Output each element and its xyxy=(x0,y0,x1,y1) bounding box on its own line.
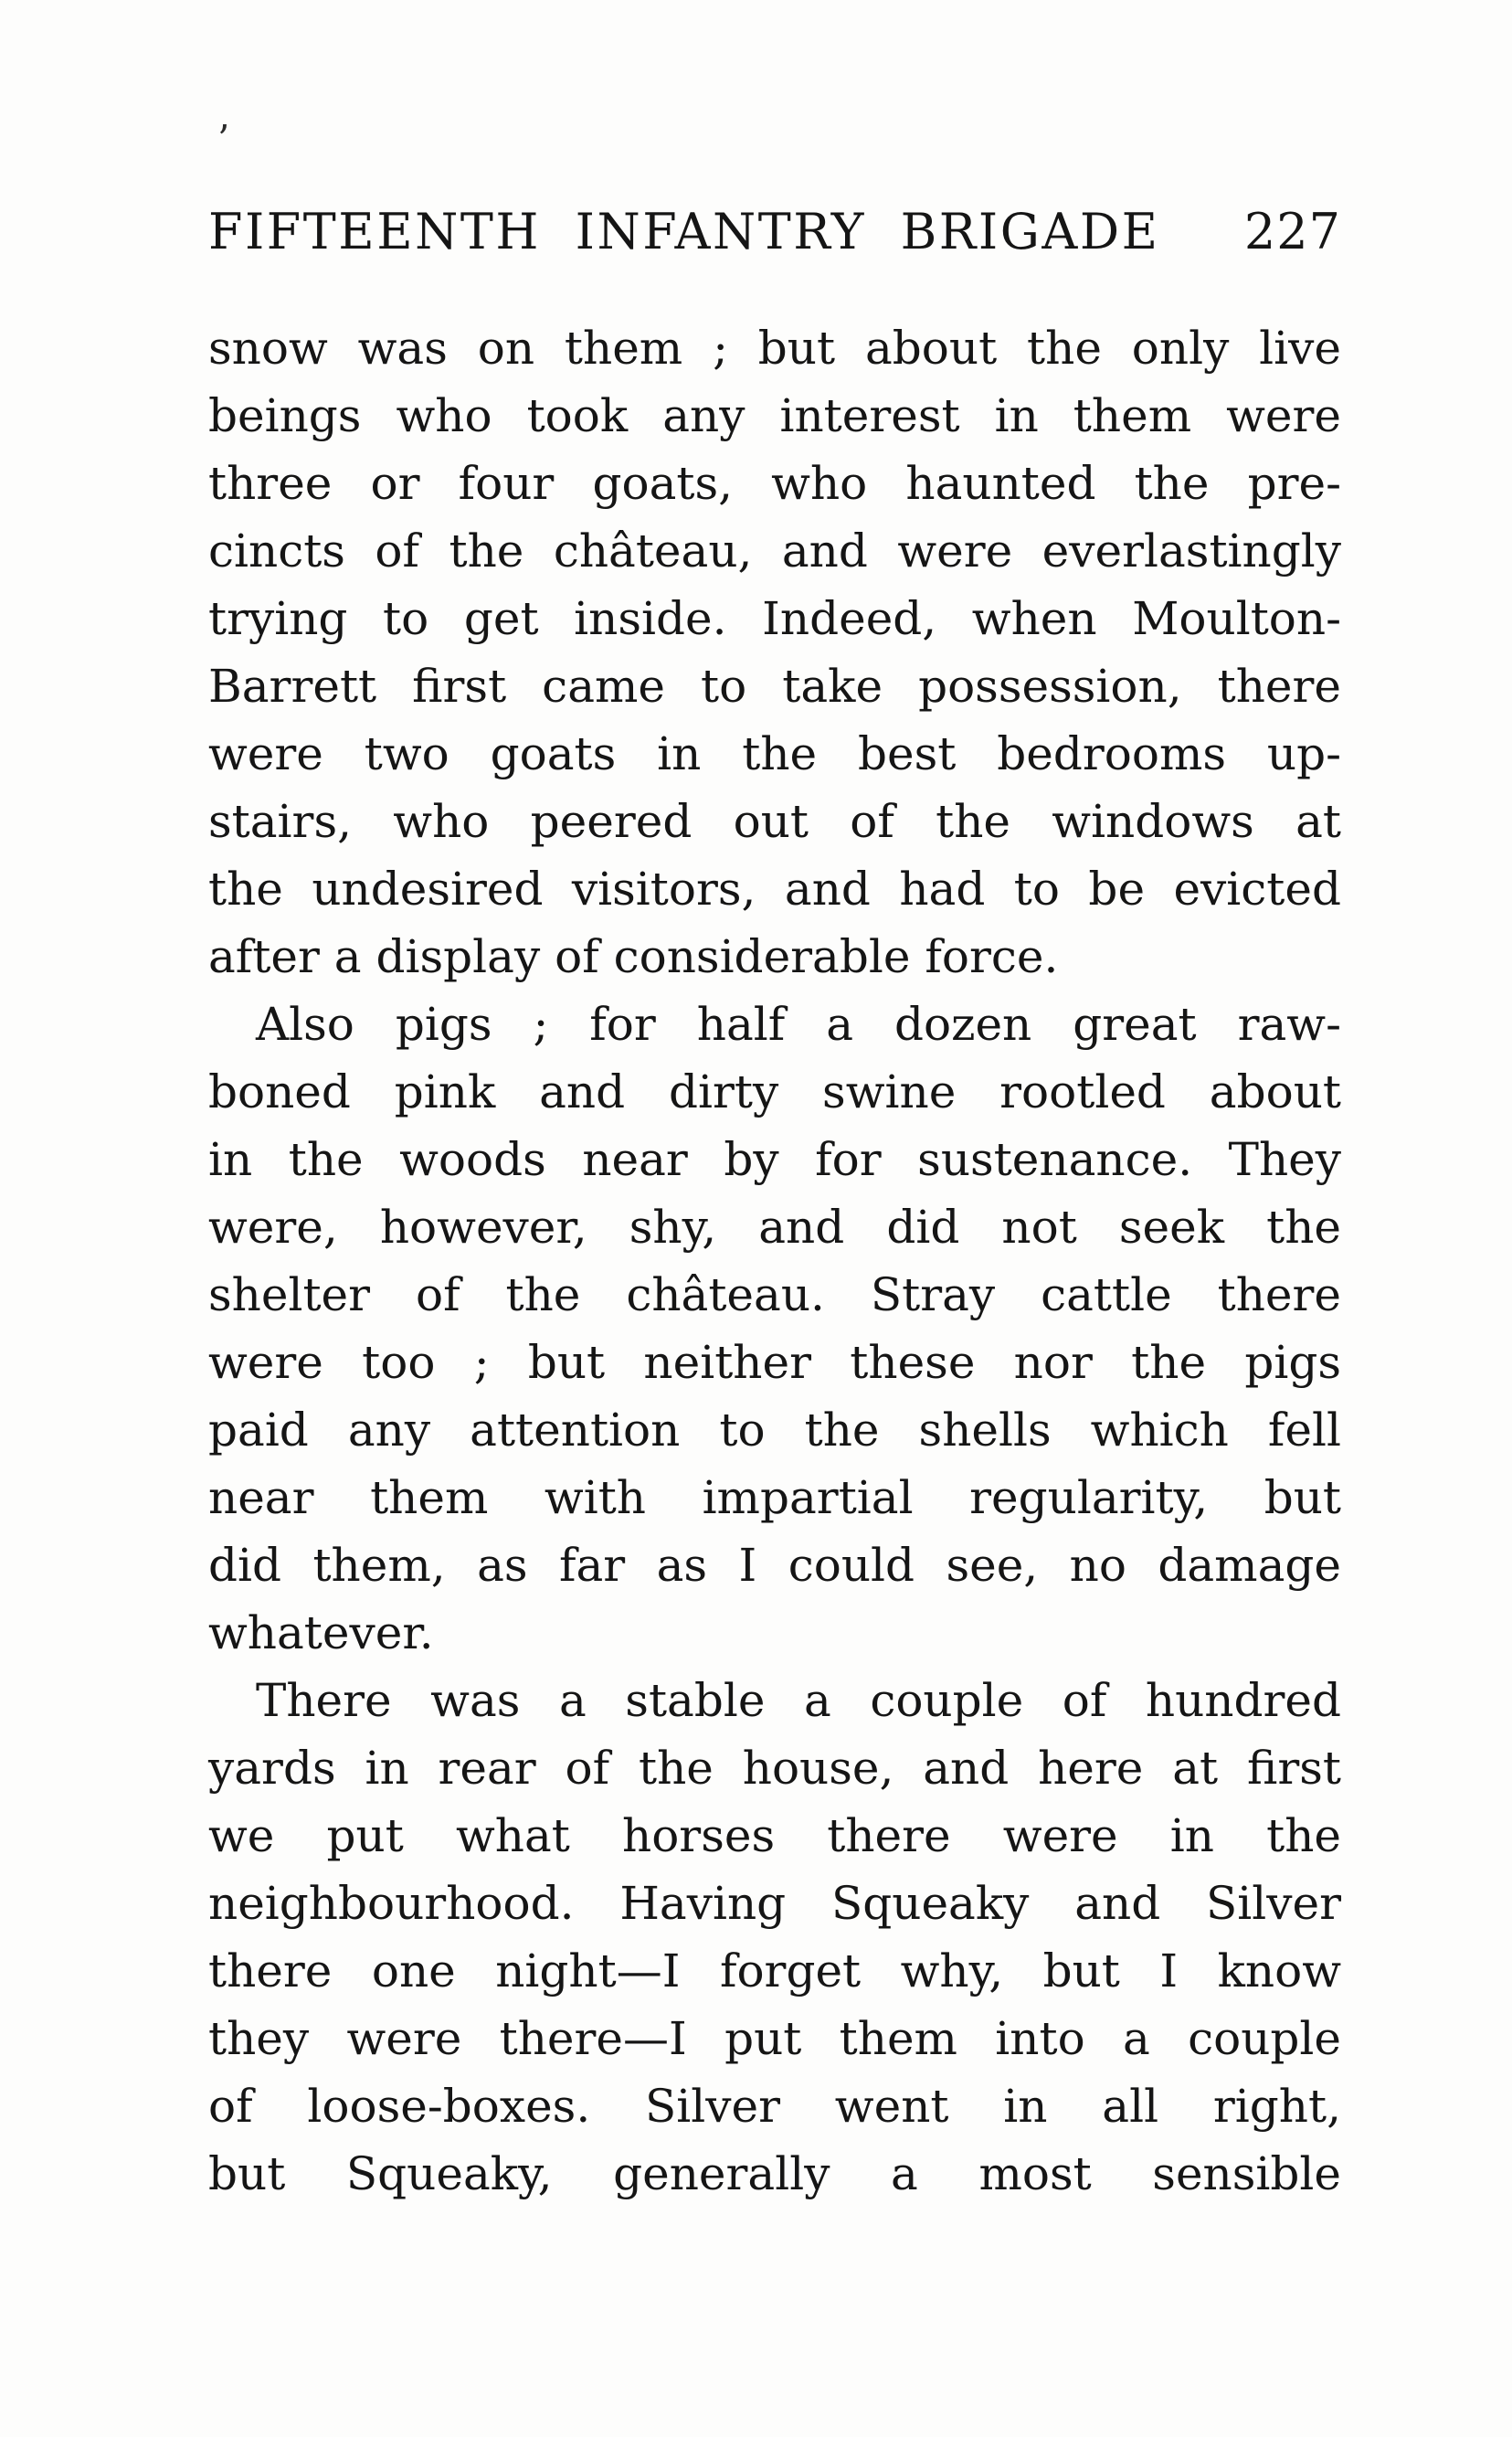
text-line: Barrett first came to take possession, there xyxy=(208,660,1341,713)
text-line: they were there—I put them into a couple xyxy=(208,2012,1341,2065)
text-line: were too ; but neither these nor the pigs xyxy=(208,1336,1341,1389)
text-line: trying to get inside. Indeed, when Moulton- xyxy=(208,592,1341,645)
scan-artifact-mark: ’ xyxy=(217,117,230,162)
text-line: beings who took any interest in them were xyxy=(208,389,1341,442)
page-number: 227 xyxy=(1243,203,1341,260)
text-line: neighbourhood. Having Squeaky and Silver xyxy=(208,1877,1341,1930)
text-line: paid any attention to the shells which fell xyxy=(208,1404,1341,1457)
text-line: stairs, who peered out of the windows at xyxy=(208,795,1341,848)
text-line: There was a stable a couple of hundred xyxy=(256,1674,1341,1727)
text-line: were two goats in the best bedrooms up- xyxy=(208,727,1341,780)
running-header-title: FIFTEENTH INFANTRY BRIGADE xyxy=(208,203,1160,260)
text-line: we put what horses there were in the xyxy=(208,1809,1341,1862)
text-line: cincts of the château, and were everlastingly xyxy=(208,524,1341,577)
text-line: the undesired visitors, and had to be evicted xyxy=(208,863,1341,916)
text-line: boned pink and dirty swine rootled about xyxy=(208,1065,1341,1118)
text-line: snow was on them ; but about the only live xyxy=(208,322,1341,375)
text-line: after a display of considerable force. xyxy=(208,930,1059,983)
text-line: there one night—I forget why, but I know xyxy=(208,1944,1341,1997)
text-line: three or four goats, who haunted the pre- xyxy=(208,457,1341,510)
text-line: yards in rear of the house, and here at first xyxy=(208,1742,1341,1795)
text-line: whatever. xyxy=(208,1606,434,1659)
running-header xyxy=(208,203,1341,260)
text-line: Also pigs ; for half a dozen great raw- xyxy=(256,998,1341,1051)
paragraph-1 xyxy=(208,314,1341,991)
text-line: shelter of the château. Stray cattle there xyxy=(208,1268,1341,1321)
text-line: near them with impartial regularity, but xyxy=(208,1471,1341,1524)
paragraph-3 xyxy=(208,1667,1341,2208)
text-line: but Squeaky, generally a most sensible xyxy=(208,2147,1341,2200)
text-line: of loose-boxes. Silver went in all right, xyxy=(208,2080,1341,2133)
paragraph-2 xyxy=(208,991,1341,1667)
body-text xyxy=(208,314,1341,2208)
text-line: were, however, shy, and did not seek the xyxy=(208,1201,1341,1254)
text-line: did them, as far as I could see, no damage xyxy=(208,1539,1341,1592)
text-line: in the woods near by for sustenance. They xyxy=(208,1133,1341,1186)
